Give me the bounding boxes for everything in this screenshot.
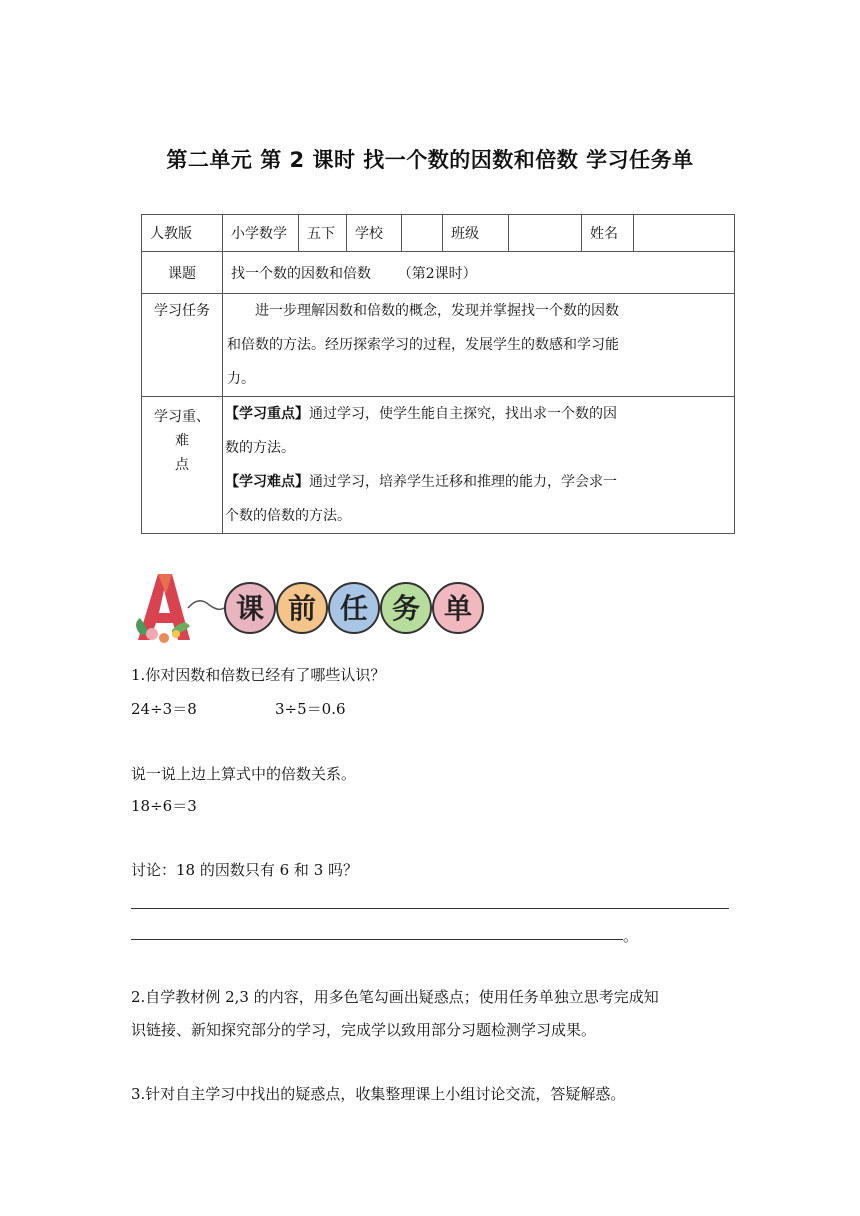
hard-point-text-1: 通过学习，培养学生迁移和推理的能力，学会求一 xyxy=(309,474,617,490)
school-field[interactable] xyxy=(402,215,443,252)
task-label-text: 学习任务 xyxy=(154,303,210,319)
hard-point-text-2: 个数的倍数的方法。 xyxy=(225,508,351,524)
hard-point-tag: 【学习难点】 xyxy=(225,474,309,490)
question-2-line-2: 识链接、新知探究部分的学习，完成学以致用部分习题检测学习成果。 xyxy=(131,1021,597,1039)
class-field[interactable] xyxy=(509,215,582,252)
answer-end-mark: 。 xyxy=(623,927,639,945)
equation-1: 24÷3＝8 xyxy=(131,700,197,718)
grade-cell: 五下 xyxy=(299,215,347,252)
key-point-text-1: 通过学习，使学生能自主探究，找出求一个数的因 xyxy=(309,406,617,422)
banner-char: 课 xyxy=(235,592,265,625)
discuss-prompt: 讨论：18 的因数只有 6 和 3 吗？ xyxy=(131,861,359,879)
question-3: 3.针对自主学习中找出的疑惑点，收集整理课上小组讨论交流，答疑解惑。 xyxy=(131,1085,626,1103)
banner-char: 务 xyxy=(391,592,421,625)
answer-line-2[interactable] xyxy=(131,939,623,940)
topic-value: 找一个数的因数和倍数 （第2课时） xyxy=(223,252,735,294)
name-label: 姓名 xyxy=(582,215,634,252)
equation-3: 18÷6＝3 xyxy=(131,797,197,815)
key-label xyxy=(142,397,223,534)
school-label: 学校 xyxy=(347,215,402,252)
task-line-3: 力。 xyxy=(227,371,255,387)
connector-line xyxy=(188,601,224,610)
class-label: 班级 xyxy=(443,215,509,252)
info-table xyxy=(141,214,735,534)
task-line-1: 进一步理解因数和倍数的概念，发现并掌握找一个数的因数 xyxy=(255,303,619,319)
banner-char: 前 xyxy=(287,592,317,625)
edition-cell: 人教版 xyxy=(142,215,223,252)
key-point-tag: 【学习重点】 xyxy=(225,406,309,422)
task-label xyxy=(142,294,223,397)
key-label-line-1: 学习重、难 xyxy=(154,409,210,449)
key-content xyxy=(223,397,735,534)
pre-class-task-banner xyxy=(128,568,488,648)
equation-2: 3÷5＝0.6 xyxy=(275,700,346,718)
page-title: 第二单元 第 2 课时 找一个数的因数和倍数 学习任务单 xyxy=(166,148,694,172)
task-content xyxy=(223,294,735,397)
say-prompt: 说一说上边上算式中的倍数关系。 xyxy=(131,765,357,783)
banner-char: 任 xyxy=(339,592,369,625)
key-point-text-2: 数的方法。 xyxy=(225,440,295,456)
task-line-2: 和倍数的方法。经历探索学习的过程，发展学生的数感和学习能 xyxy=(227,337,619,353)
banner-char: 单 xyxy=(443,592,473,625)
answer-line-1[interactable] xyxy=(131,908,729,909)
question-1: 1.你对因数和倍数已经有了哪些认识？ xyxy=(131,666,386,684)
question-2-line-1: 2.自学教材例 2,3 的内容，用多色笔勾画出疑惑点；使用任务单独立思考完成知 xyxy=(131,988,659,1006)
key-label-line-2: 点 xyxy=(175,457,189,473)
name-field[interactable] xyxy=(634,215,735,252)
topic-label: 课题 xyxy=(142,252,223,294)
flower-letter-a-icon xyxy=(136,574,190,643)
subject-cell: 小学数学 xyxy=(223,215,299,252)
